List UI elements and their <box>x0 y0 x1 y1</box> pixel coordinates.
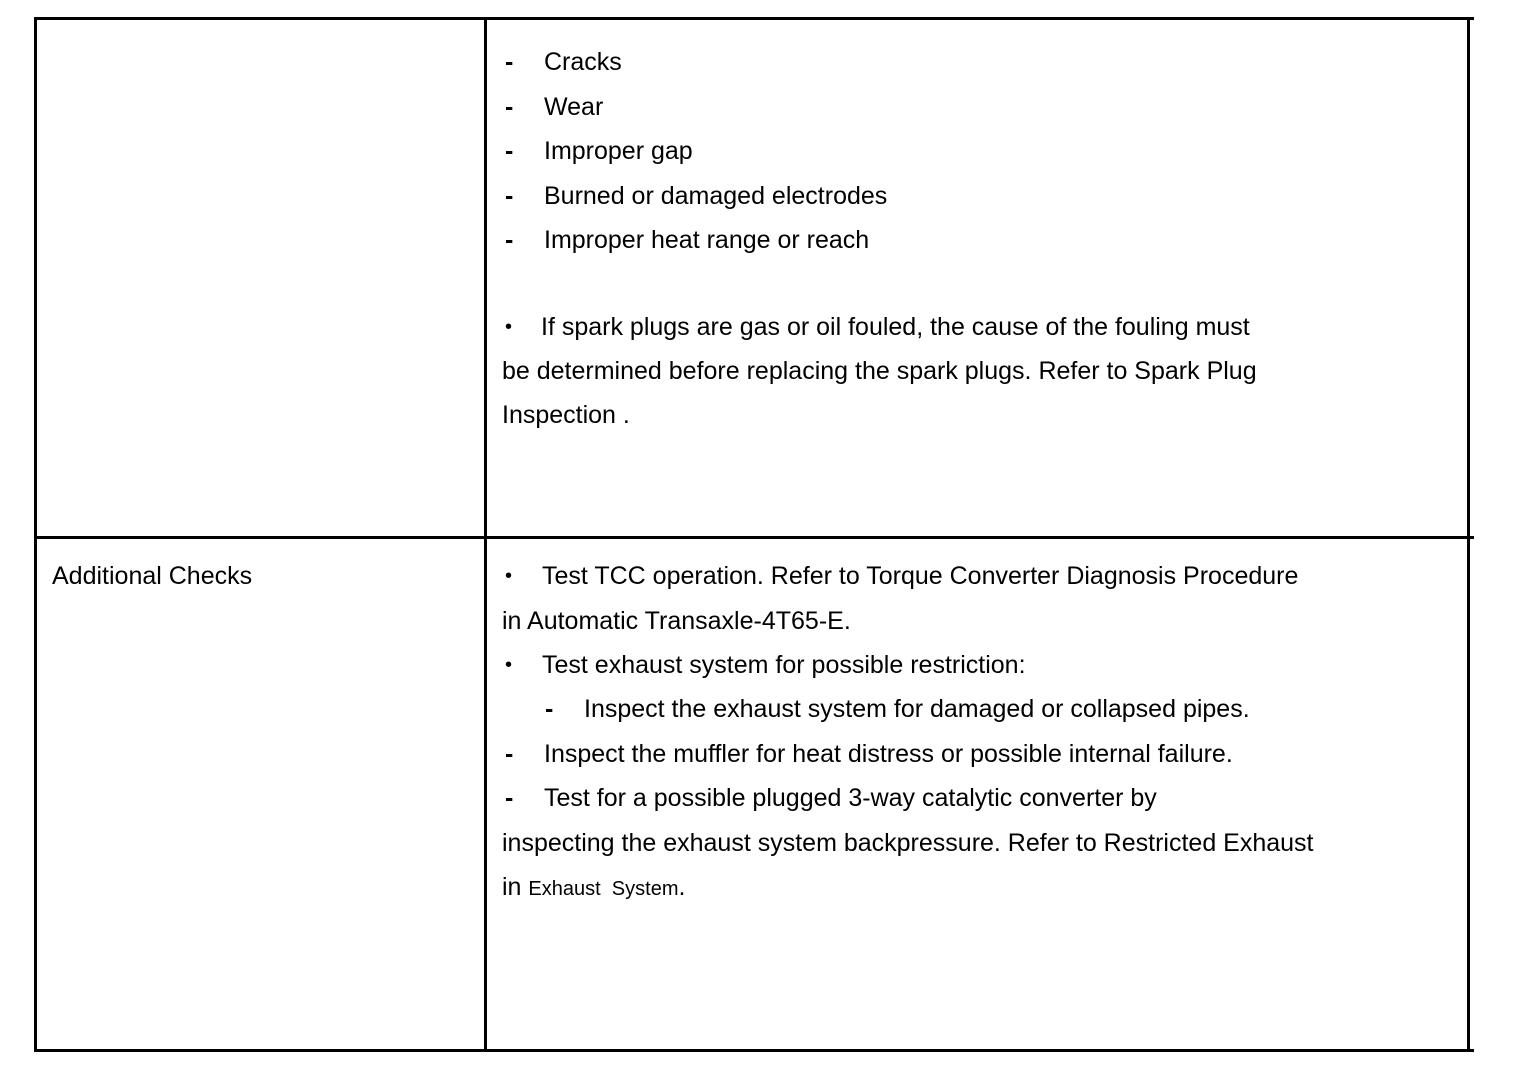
list-item-cracks: Cracks <box>544 48 622 76</box>
dash-marker: - <box>505 784 514 812</box>
list-item-wear: Wear <box>544 93 604 121</box>
diagnostic-table <box>34 17 1470 1052</box>
list-item-heat-range: Improper heat range or reach <box>544 226 870 254</box>
row-divider <box>34 536 1474 539</box>
dash-marker: - <box>505 182 514 210</box>
muffler-line: Inspect the muffler for heat distress or possible internal failure. <box>544 740 1233 768</box>
note-line-2: be determined before replacing the spark plugs. Refer to Spark Plug <box>502 357 1257 385</box>
tcc-line-2: in Automatic Transaxle-4T65-E. <box>502 607 851 635</box>
table-bottom-border <box>34 1049 1474 1052</box>
list-item-improper-gap: Improper gap <box>544 137 693 165</box>
note-line-1: If spark plugs are gas or oil fouled, the cause of the fouling must <box>541 313 1250 341</box>
bullet-marker: • <box>505 316 513 338</box>
catalytic-line-1: Test for a possible plugged 3-way catalytic converter by <box>544 784 1157 812</box>
catalytic-line-3 <box>502 872 685 904</box>
catalytic-line-3-suffix: . <box>678 873 686 901</box>
dash-marker: - <box>505 740 514 768</box>
exhaust-system-reference: Exhaust System <box>528 878 679 900</box>
dash-marker: - <box>505 48 514 76</box>
dash-marker: - <box>545 695 554 723</box>
column-divider <box>484 17 487 1052</box>
table-right-border <box>1467 17 1470 1052</box>
tcc-line-1: Test TCC operation. Refer to Torque Converter Diagnosis Procedure <box>542 562 1299 590</box>
dash-marker: - <box>505 93 514 121</box>
pipes-line: Inspect the exhaust system for damaged or collapsed pipes. <box>584 695 1250 723</box>
table-top-border <box>34 17 1474 20</box>
row-label-additional-checks: Additional Checks <box>52 562 253 590</box>
catalytic-line-3-prefix: in <box>502 873 522 901</box>
note-line-3: Inspection . <box>502 401 630 429</box>
bullet-marker: • <box>505 565 513 587</box>
catalytic-line-2: inspecting the exhaust system backpressure. Refer to Restricted Exhaust <box>502 829 1314 857</box>
dash-marker: - <box>505 226 514 254</box>
exhaust-line: Test exhaust system for possible restriction: <box>542 651 1026 679</box>
table-left-border <box>34 17 37 1052</box>
list-item-electrodes: Burned or damaged electrodes <box>544 182 888 210</box>
dash-marker: - <box>505 137 514 165</box>
bullet-marker: • <box>505 654 513 676</box>
